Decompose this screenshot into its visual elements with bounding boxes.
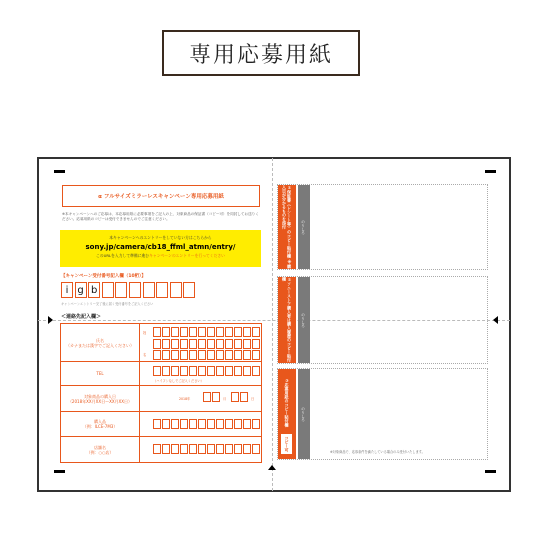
given-cells[interactable] xyxy=(153,350,261,360)
fold-line xyxy=(272,158,273,491)
date-row xyxy=(61,386,261,412)
write-in-cell[interactable] xyxy=(153,419,161,429)
name-label: 氏名 xyxy=(96,337,104,343)
address-label: ＜連絡先記入欄＞ xyxy=(61,314,102,320)
write-in-cell[interactable] xyxy=(243,444,251,454)
product-row xyxy=(61,412,261,437)
entry-url[interactable]: sony.jp/camera/cb18_ffml_atmn/entry/ xyxy=(85,243,236,251)
code-digit-cell[interactable]: g xyxy=(75,282,87,298)
name-sub: （カナまたは漢字でご記入ください） xyxy=(66,342,134,348)
date-day-cells[interactable] xyxy=(231,392,249,402)
write-in-cell[interactable] xyxy=(207,366,215,376)
write-in-cell[interactable] xyxy=(240,392,248,402)
shop-cells[interactable] xyxy=(153,444,261,454)
write-in-cell[interactable] xyxy=(180,350,188,360)
write-in-cell[interactable] xyxy=(216,444,224,454)
write-in-cell[interactable] xyxy=(207,419,215,429)
date-year: 2018年 xyxy=(179,397,191,401)
write-in-cell[interactable] xyxy=(153,327,161,337)
write-in-cell[interactable] xyxy=(189,327,197,337)
write-in-cell[interactable] xyxy=(162,419,170,429)
write-in-cell[interactable] xyxy=(153,444,161,454)
paste-section-3 xyxy=(277,368,488,460)
write-in-cell[interactable] xyxy=(207,339,215,349)
write-in-cell[interactable] xyxy=(234,339,242,349)
write-in-cell[interactable] xyxy=(216,419,224,429)
write-in-cell[interactable] xyxy=(171,366,179,376)
product-sub: （例：ILCE-7M3） xyxy=(82,424,118,429)
crop-mark xyxy=(54,470,65,473)
write-in-cell[interactable] xyxy=(243,327,251,337)
write-in-cell[interactable] xyxy=(171,327,179,337)
crop-mark xyxy=(485,470,496,473)
surname-cells[interactable] xyxy=(153,339,261,349)
arrow-right-icon xyxy=(48,316,53,324)
shop-sub: （例：○○店） xyxy=(86,449,114,455)
code-digit-cell[interactable]: b xyxy=(88,282,100,298)
write-in-cell[interactable] xyxy=(252,350,260,360)
crop-mark xyxy=(54,170,65,173)
write-in-cell[interactable] xyxy=(252,444,260,454)
write-in-cell[interactable] xyxy=(216,339,224,349)
write-in-cell[interactable] xyxy=(180,444,188,454)
write-in-cell[interactable] xyxy=(153,366,161,376)
name-row xyxy=(61,324,261,362)
given-label: 名 xyxy=(143,353,147,357)
date-sub: （2018年XX月XX日〜XX月XX日） xyxy=(67,398,133,404)
bottom-note: ※対象商品で、応募条件を満たしている場合のみ受付いたします。 xyxy=(330,450,425,454)
write-in-cell[interactable] xyxy=(243,350,251,360)
write-in-cell[interactable] xyxy=(243,339,251,349)
form-header: α フルサイズミラーレスキャンペーン専用応募用紙 xyxy=(62,185,260,207)
code-note: キャンペーンエントリー完了後に届く受付番号をご記入ください xyxy=(61,302,154,306)
paste-section-1 xyxy=(277,184,488,270)
copy-ok-tag: コピー可 xyxy=(280,433,293,455)
write-in-cell[interactable] xyxy=(252,366,260,376)
section-bar: ①保証書（レシート等）のコピー貼付欄 ※購入日が分かるものを添付 xyxy=(278,185,296,269)
write-in-cell[interactable] xyxy=(189,350,197,360)
write-in-cell[interactable] xyxy=(234,350,242,360)
tel-row xyxy=(61,362,261,386)
write-in-cell[interactable] xyxy=(171,350,179,360)
write-in-cell[interactable] xyxy=(216,366,224,376)
glue-tab: のりしろ xyxy=(298,185,310,269)
write-in-cell[interactable] xyxy=(252,419,260,429)
banner-post-text: このURLを入力して準備に進むキャンペーンのエントリーを行ってください xyxy=(96,253,225,258)
arrow-up-icon xyxy=(268,465,276,470)
shop-label: 店舗名 xyxy=(94,444,106,450)
write-in-cell[interactable] xyxy=(252,327,260,337)
write-in-cell[interactable] xyxy=(207,444,215,454)
write-in-cell[interactable] xyxy=(162,339,170,349)
write-in-cell[interactable] xyxy=(225,339,233,349)
glue-tab: のりしろ xyxy=(298,369,310,459)
write-in-cell[interactable] xyxy=(234,366,242,376)
code-digit-cell[interactable] xyxy=(129,282,141,298)
write-in-cell[interactable] xyxy=(180,339,188,349)
write-in-cell[interactable] xyxy=(203,392,211,402)
date-day: 日 xyxy=(251,397,255,401)
code-digit-cell[interactable]: i xyxy=(61,282,73,298)
section-bar: ②ソニーストア購入者は購入履歴のコピー貼付欄 xyxy=(278,277,296,363)
write-in-cell[interactable] xyxy=(252,339,260,349)
code-digit-cell[interactable] xyxy=(115,282,127,298)
write-in-cell[interactable] xyxy=(180,327,188,337)
write-in-cell[interactable] xyxy=(171,419,179,429)
write-in-cell[interactable] xyxy=(225,444,233,454)
surname-cells[interactable] xyxy=(153,327,261,337)
page-title: 専用応募用紙 xyxy=(162,30,360,76)
write-in-cell[interactable] xyxy=(180,366,188,376)
code-digit-cell[interactable] xyxy=(183,282,195,298)
write-in-cell[interactable] xyxy=(234,444,242,454)
write-in-cell[interactable] xyxy=(234,327,242,337)
shop-row xyxy=(61,437,261,462)
write-in-cell[interactable] xyxy=(243,366,251,376)
write-in-cell[interactable] xyxy=(198,366,206,376)
product-label: 購入品 xyxy=(94,419,106,424)
code-label: 【キャンペーン受付番号記入欄（10桁）】 xyxy=(61,274,146,279)
code-digit-cell[interactable] xyxy=(156,282,168,298)
write-in-cell[interactable] xyxy=(207,350,215,360)
write-in-cell[interactable] xyxy=(198,327,206,337)
crop-mark xyxy=(485,170,496,173)
tel-label: TEL xyxy=(96,371,104,376)
write-in-cell[interactable] xyxy=(162,350,170,360)
write-in-cell[interactable] xyxy=(234,419,242,429)
write-in-cell[interactable] xyxy=(162,366,170,376)
code-digit-cell[interactable] xyxy=(102,282,114,298)
surname-label: 姓 xyxy=(143,331,147,335)
product-label-cell xyxy=(61,412,140,436)
product-cells[interactable] xyxy=(153,419,261,429)
write-in-cell[interactable] xyxy=(171,444,179,454)
shop-label-cell xyxy=(61,437,140,462)
tel-label-cell xyxy=(61,362,140,385)
write-in-cell[interactable] xyxy=(189,339,197,349)
tel-cells[interactable] xyxy=(153,366,261,376)
write-in-cell[interactable] xyxy=(216,327,224,337)
write-in-cell[interactable] xyxy=(207,327,215,337)
write-in-cell[interactable] xyxy=(243,419,251,429)
write-in-cell[interactable] xyxy=(153,350,161,360)
write-in-cell[interactable] xyxy=(198,339,206,349)
date-label-cell xyxy=(61,386,140,411)
code-digit-cell[interactable] xyxy=(143,282,155,298)
write-in-cell[interactable] xyxy=(162,327,170,337)
write-in-cell[interactable] xyxy=(189,366,197,376)
paste-section-2 xyxy=(277,276,488,364)
date-label: 対象商品の購入日 xyxy=(84,393,116,399)
write-in-cell[interactable] xyxy=(198,350,206,360)
write-in-cell[interactable] xyxy=(216,350,224,360)
glue-tab: のりしろ xyxy=(298,277,310,363)
write-in-cell[interactable] xyxy=(198,419,206,429)
banner-pre-text: 本キャンペーンへのエントリーをしていない方はこちらから xyxy=(109,235,212,240)
write-in-cell[interactable] xyxy=(189,419,197,429)
name-label-cell xyxy=(61,324,140,361)
form-intro: ※本キャンペーンへのご応募は、本応募用紙に必要事項をご記入の上、対象商品の保証書（コピー可）を同封してお送りください。応募用紙のコピーは受付できませんのでご注意ください。 xyxy=(62,212,259,221)
code-digit-cell[interactable] xyxy=(170,282,182,298)
write-in-cell[interactable] xyxy=(180,419,188,429)
tel-note: （ハイフンなしでご記入ください） xyxy=(153,379,204,383)
arrow-left-icon xyxy=(493,316,498,324)
write-in-cell[interactable] xyxy=(189,444,197,454)
write-in-cell[interactable] xyxy=(153,339,161,349)
write-in-cell[interactable] xyxy=(225,419,233,429)
write-in-cell[interactable] xyxy=(225,350,233,360)
write-in-cell[interactable] xyxy=(231,392,239,402)
date-month-cells[interactable] xyxy=(203,392,221,402)
date-month: 月 xyxy=(223,397,227,401)
write-in-cell[interactable] xyxy=(171,339,179,349)
section-bar: ③応募用紙のコピー貼付欄 xyxy=(278,369,296,459)
write-in-cell[interactable] xyxy=(198,444,206,454)
write-in-cell[interactable] xyxy=(162,444,170,454)
write-in-cell[interactable] xyxy=(225,366,233,376)
write-in-cell[interactable] xyxy=(212,392,220,402)
entry-banner xyxy=(60,230,261,267)
contact-table xyxy=(60,323,262,463)
write-in-cell[interactable] xyxy=(225,327,233,337)
